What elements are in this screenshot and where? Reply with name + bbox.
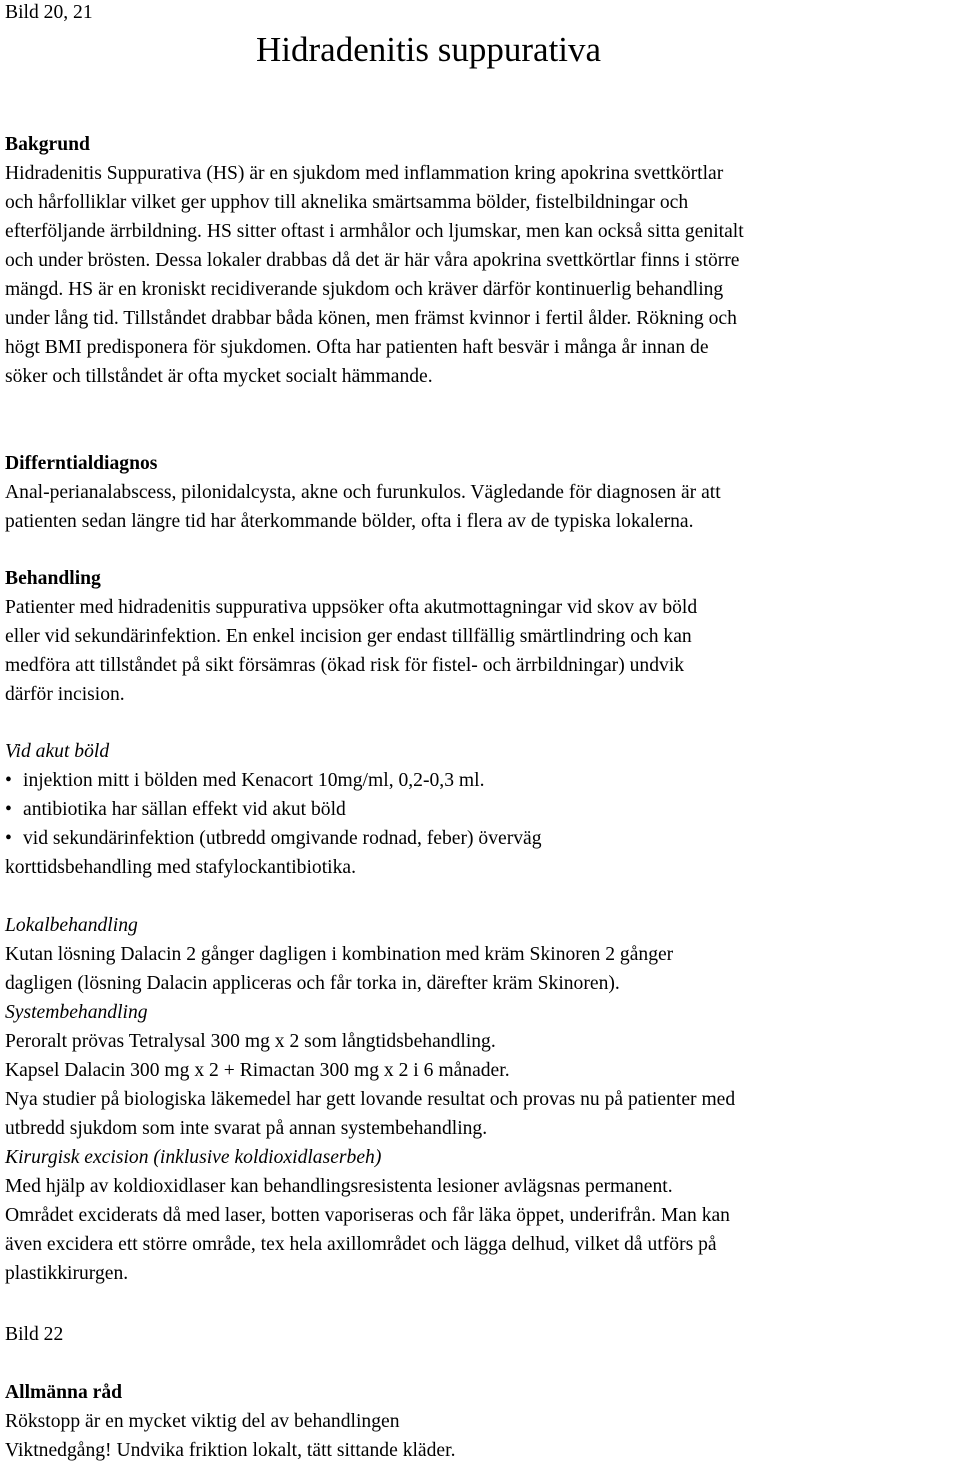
text-line: patienten sedan längre tid har återkommande bölder, ofta i flera av de typiska lokalerna. [5, 511, 694, 532]
bullet-item [5, 824, 542, 853]
section-bakgrund [5, 130, 744, 391]
text-line: eller vid sekundärinfektion. En enkel incision ger endast tillfällig smärtlindring och kan [5, 626, 692, 647]
picture-reference: Bild 20, 21 [5, 2, 93, 23]
section-lokalbehandling [5, 911, 735, 1288]
text-line: Kapsel Dalacin 300 mg x 2 + Rimactan 300 mg x 2 i 6 månader. [5, 1060, 510, 1081]
bullet-text: vid sekundärinfektion (utbredd omgivande rodnad, feber) överväg [23, 828, 542, 849]
section-differential [5, 449, 721, 536]
section-allmanna-rad [5, 1378, 455, 1465]
text-line: söker och tillståndet är ofta mycket socialt hämmande. [5, 366, 433, 387]
text-line: Anal-perianalabscess, pilonidalcysta, akne och furunkulos. Vägledande för diagnosen är att [5, 482, 721, 503]
subsection-heading: Lokalbehandling [5, 915, 138, 936]
section-bild22 [5, 1320, 63, 1349]
section-behandling [5, 564, 697, 709]
bullet-icon: • [5, 799, 12, 820]
text-line: mängd. HS är en kroniskt recidiverande sjukdom och kräver därför kontinuerlig behandling [5, 279, 724, 300]
section-heading: Bakgrund [5, 134, 90, 155]
text-line: dagligen (lösning Dalacin appliceras och får torka in, därefter kräm Skinoren). [5, 973, 620, 994]
subsection-heading: Systembehandling [5, 1002, 148, 1023]
text-line: Peroralt prövas Tetralysal 300 mg x 2 som långtidsbehandling. [5, 1031, 496, 1052]
text-line: och under brösten. Dessa lokaler drabbas då det är här våra apokrina svettkörtlar finns i större [5, 250, 740, 271]
text-line: Nya studier på biologiska läkemedel har gett lovande resultat och provas nu på patienter med [5, 1089, 736, 1110]
section-heading: Differntialdiagnos [5, 453, 158, 474]
section-heading: Allmänna råd [5, 1382, 123, 1403]
bullet-icon: • [5, 770, 12, 791]
text-line: medföra att tillståndet på sikt försämras (ökad risk för fistel- och ärrbildningar) undvik [5, 655, 685, 676]
text-line: och hårfolliklar vilket ger upphov till aknelika smärtsamma bölder, fistelbildningar och [5, 192, 689, 213]
text-line: Patienter med hidradenitis suppurativa uppsöker ofta akutmottagningar vid skov av böld [5, 597, 698, 618]
text-line: efterföljande ärrbildning. HS sitter oftast i armhålor och ljumskar, men kan också sitta genitalt [5, 221, 744, 242]
bullet-item [5, 795, 542, 824]
picture-reference: Bild 22 [5, 1324, 64, 1345]
text-line: Området exciderats då med laser, botten vaporiseras och får läka öppet, underifrån. Man kan [5, 1205, 730, 1226]
bullet-icon: • [5, 828, 12, 849]
text-line: Hidradenitis Suppurativa (HS) är en sjukdom med inflammation kring apokrina svettkörtlar [5, 163, 724, 184]
bullet-continuation: korttidsbehandling med stafylockantibiotika. [5, 857, 356, 878]
text-line: därför incision. [5, 684, 125, 705]
text-line: plastikkirurgen. [5, 1263, 129, 1284]
bullet-text: antibiotika har sällan effekt vid akut böld [23, 799, 346, 820]
section-heading: Behandling [5, 568, 101, 589]
bullet-item [5, 766, 542, 795]
text-line: under lång tid. Tillståndet drabbar båda könen, men främst kvinnor i fertil ålder. Rökning och [5, 308, 737, 329]
text-line: högt BMI predisponera för sjukdomen. Ofta har patienten haft besvär i många år innan de [5, 337, 709, 358]
text-line: Kutan lösning Dalacin 2 gånger dagligen i kombination med kräm Skinoren 2 gånger [5, 944, 674, 965]
text-line: Rökstopp är en mycket viktig del av behandlingen [5, 1411, 400, 1432]
subsection-heading: Kirurgisk excision (inklusive koldioxidlaserbeh) [5, 1147, 382, 1168]
text-line: Med hjälp av koldioxidlaser kan behandlingsresistenta lesioner avlägsnas permanent. [5, 1176, 673, 1197]
text-line: även excidera ett större område, tex hela axillområdet och lägga delhud, vilket då utförs på [5, 1234, 717, 1255]
document-title: Hidradenitis suppurativa [256, 30, 602, 69]
bullet-text: injektion mitt i bölden med Kenacort 10mg/ml, 0,2-0,3 ml. [23, 770, 485, 791]
section-akut-bold [5, 737, 542, 882]
subsection-heading: Vid akut böld [5, 741, 110, 762]
text-line: Viktnedgång! Undvika friktion lokalt, tätt sittande kläder. [5, 1440, 456, 1461]
text-line: utbredd sjukdom som inte svarat på annan systembehandling. [5, 1118, 488, 1139]
